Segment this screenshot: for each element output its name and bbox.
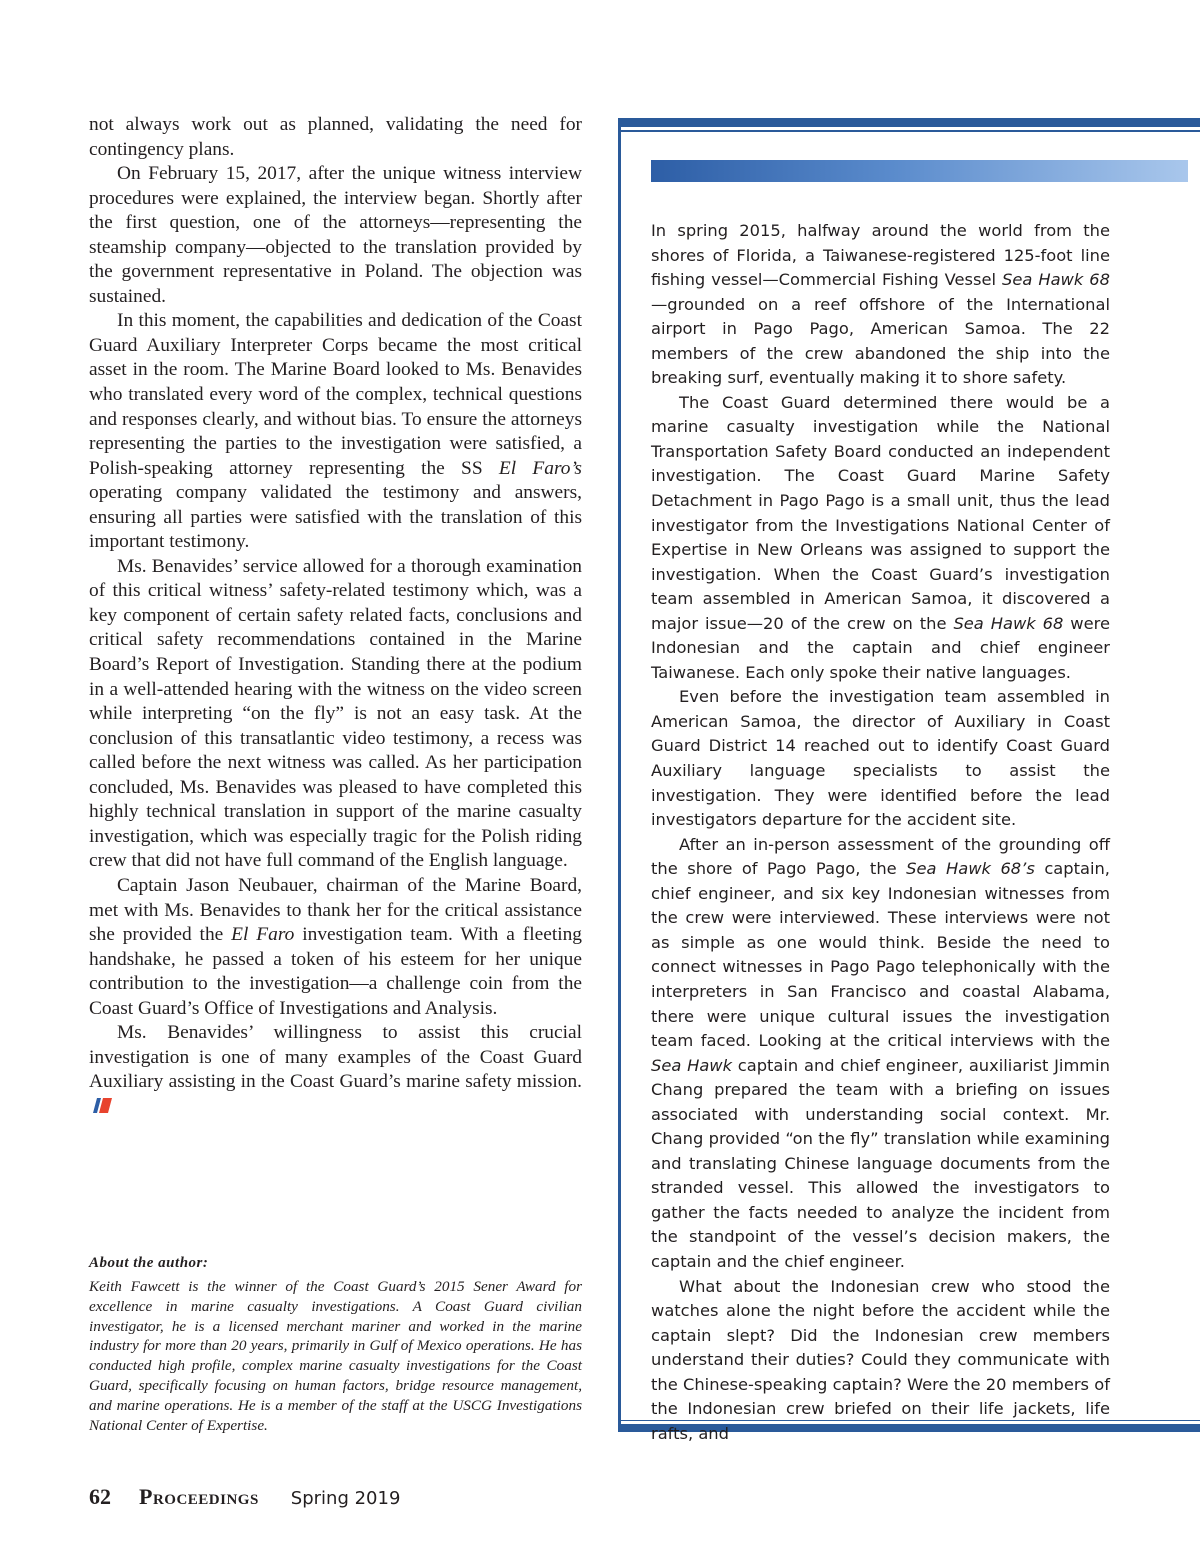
text-run: Captain Jason Neubauer, chairman of the Marine Board, met with Ms. Benavides to thank her for the critical assistance she provided the — [89, 874, 582, 946]
paragraph — [651, 391, 1110, 686]
article-end-mark-icon — [92, 1098, 112, 1113]
paragraph — [89, 309, 582, 554]
paragraph: On February 15, 2017, after the unique witness interview procedures were explained, the interview began. Shortly after the first question, one of the attorneys—representing the steamship company—objected to the translation provided by the government representative in Poland. The objection was sustained. — [89, 163, 582, 307]
text-run: In this moment, the capabilities and dedication of the Coast Guard Auxiliary Interpreter Corps became the most critical asset in the room. The Marine Board looked to Ms. Benavides who translated every word of the complex, technical questions and responses clearly, and without bias. To ensure the attorneys representing the parties to the investigation were satisfied, a Polish-speaking attorney representing the SS — [89, 310, 582, 479]
text-run: Ms. Benavides’ willingness to assist this crucial investigation is one of many examples of the Coast Guard Auxiliary assisting in the Coast Guard’s marine safety mission. — [89, 1022, 582, 1093]
vessel-name: Sea Hawk 68 — [953, 613, 1064, 633]
text-run: investigation team. With a fleeting handshake, he passed a token of his esteem for her unique contribution to the investigation—a challenge coin from the Coast Guard’s Office of Investigations and Analysis. — [89, 924, 582, 1019]
text-run: operating company validated the testimony and answers, ensuring all parties were satisfied with the translation of this important testimony. — [89, 482, 582, 553]
paragraph: What about the Indonesian crew who stood the watches alone the night before the accident while the captain slept? Did the Indonesian crew members understand their duties? Could they communicate with the Chinese-speaking captain? Were the 20 members of the Indonesian crew briefed on their life jackets, life rafts, and — [651, 1276, 1110, 1443]
paragraph — [89, 874, 582, 1021]
paragraph: not always work out as planned, validating the need for contingency plans. — [89, 114, 582, 160]
page-footer — [89, 1484, 400, 1514]
text-run: captain, chief engineer, and six key Indonesian witnesses from the crew were interviewed. These interviews were not as simple as one would think. Beside the need to connect witnesses in Pago Pago telephonically with the interpreters in San Francisco and coastal Alabama, there were unique cultural issues the investigation team faced. Looking at the critical interviews with the — [651, 859, 1110, 1051]
text-run: captain and chief engineer, auxiliarist Jimmin Chang prepared the team with a briefing on issues associated with understanding social context. Mr. Chang provided “on the fly” translation while examining and translating Chinese language documents from the stranded vessel. This allowed the investigators to gather the facts needed to analyze the incident from the standpoint of the vessel’s decision makers, the captain and the chief engineer. — [651, 1055, 1111, 1271]
magazine-name: Proceedings — [139, 1484, 259, 1509]
about-author-text: Keith Fawcett is the winner of the Coast Guard’s 2015 Sener Award for excellence in marine casualty investigations. A Coast Guard civilian investigator, he is a licensed merchant mariner and worked in the marine industry for more than 20 years, primarily in Gulf of Mexico operations. He has conducted high profile, complex marine casualty investigations for the Coast Guard, specifically focusing on human factors, bridge resource management, and marine operations. He is a member of the staff at the USCG Investigations National Center of Expertise. — [89, 1278, 582, 1434]
paragraph — [89, 1021, 582, 1119]
text-run: were Indonesian and the captain and chief engineer Taiwanese. Each only spoke their native languages. — [651, 613, 1110, 682]
issue-date: Spring 2019 — [290, 1488, 401, 1509]
text-run: After an in-person assessment of the grounding off the shore of Pago Pago, the — [651, 834, 1110, 879]
vessel-name: El Faro — [231, 924, 295, 946]
vessel-name: Sea Hawk — [651, 1055, 733, 1075]
text-run: The Coast Guard determined there would be a marine casualty investigation while the National Transportation Safety Board conducted an independent investigation. The Coast Guard Marine Safety Detachment in Pago Pago is a small unit, thus the lead investigator from the Investigations National Center of Expertise in New Orleans was assigned to support the investigation. When the Coast Guard’s investigation team assembled in American Samoa, it discovered a major issue—20 of the crew on the — [651, 392, 1110, 633]
vessel-name: El Faro’s — [498, 457, 582, 479]
vessel-name: Sea Hawk 68 — [1002, 270, 1110, 290]
paragraph: Ms. Benavides’ service allowed for a thorough examination of this critical witness’ safety-related testimony which, was a key component of certain safety related facts, conclusions and critical safety recommendations contained in the Marine Board’s Report of Investigation. Standing there at the podium in a well-attended hearing with the witness on the video screen while interpreting “on the fly” is not an easy task. At the conclusion of this transatlantic video testimony, a recess was called before the next witness was called. As her participation concluded, Ms. Benavides was pleased to have completed this highly technical translation in support of the marine casualty investigation, which was especially tragic for the Polish riding crew that did not have full command of the English language. — [89, 555, 582, 872]
sidebar-column — [651, 219, 1110, 1446]
sidebar-header-bar — [651, 160, 1188, 182]
main-article-column — [89, 113, 582, 1119]
page-number: 62 — [89, 1484, 111, 1509]
paragraph: Even before the investigation team assembled in American Samoa, the director of Auxiliary in Coast Guard District 14 reached out to identify Coast Guard Auxiliary language specialists to assist the investigation. They were identified before the lead investigators departure for the accident site. — [651, 687, 1110, 830]
frame-rule — [621, 130, 1200, 132]
text-run: —grounded on a reef offshore of the International airport in Pago Pago, American Samoa. The 22 members of the crew abandoned the ship into the breaking surf, eventually making it to shore safety. — [651, 294, 1110, 388]
vessel-name: Sea Hawk 68’s — [906, 859, 1035, 879]
paragraph — [651, 219, 1110, 391]
text-run: In spring 2015, halfway around the world from the shores of Florida, a Taiwanese-registered 125-foot line fishing vessel—Commercial Fishing Vessel — [651, 221, 1110, 290]
about-author-heading: About the author: — [89, 1255, 209, 1271]
paragraph — [651, 833, 1110, 1275]
